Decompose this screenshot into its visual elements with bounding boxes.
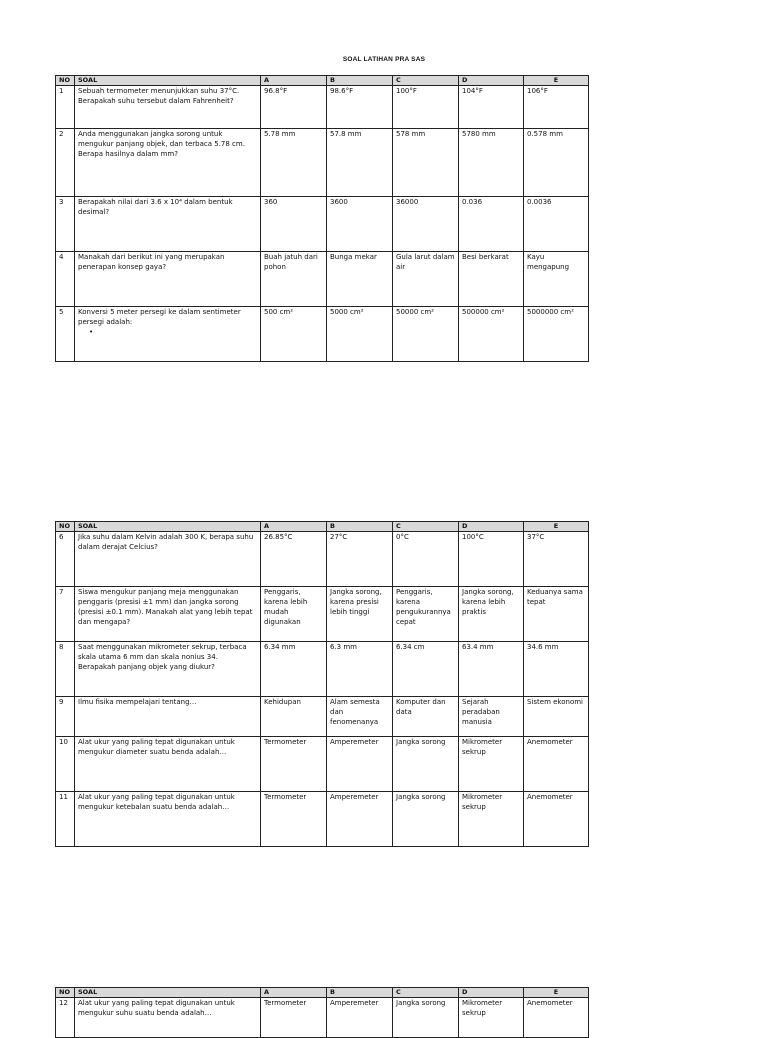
question-text: Ilmu fisika mempelajari tentang… xyxy=(75,697,261,737)
option-d: Jangka sorong, karena lebih praktis xyxy=(459,587,524,642)
question-text: Manakah dari berikut ini yang merupakan penerapan konsep gaya? xyxy=(75,252,261,307)
question-number: 12 xyxy=(56,998,75,1038)
header-c: C xyxy=(393,522,459,532)
header-e: E xyxy=(524,988,589,998)
option-b: 98.6°F xyxy=(327,86,393,129)
header-soal: SOAL xyxy=(75,76,261,86)
header-soal: SOAL xyxy=(75,988,261,998)
header-e: E xyxy=(524,76,589,86)
option-a: Kehidupan xyxy=(261,697,327,737)
option-d: Mikrometer sekrup xyxy=(459,998,524,1038)
option-e: Sistem ekonomi xyxy=(524,697,589,737)
header-c: C xyxy=(393,76,459,86)
table-row xyxy=(56,998,589,1038)
question-table-1 xyxy=(55,75,589,362)
header-soal: SOAL xyxy=(75,522,261,532)
header-c: C xyxy=(393,988,459,998)
option-c: Jangka sorong xyxy=(393,737,459,792)
question-text: Saat menggunakan mikrometer sekrup, terbaca skala utama 6 mm dan skala nonius 34. Berapakah panjang objek yang diukur? xyxy=(75,642,261,697)
question-number: 11 xyxy=(56,792,75,847)
option-a: Termometer xyxy=(261,792,327,847)
option-d: 100°C xyxy=(459,532,524,587)
option-c: 6.34 cm xyxy=(393,642,459,697)
option-c: Penggaris, karena pengukurannya cepat xyxy=(393,587,459,642)
question-number: 6 xyxy=(56,532,75,587)
option-c: Jangka sorong xyxy=(393,998,459,1038)
option-a: 5.78 mm xyxy=(261,129,327,197)
option-c: Gula larut dalam air xyxy=(393,252,459,307)
table-row xyxy=(56,792,589,847)
option-a: Buah jatuh dari pohon xyxy=(261,252,327,307)
table-row xyxy=(56,532,589,587)
question-text: Berapakah nilai dari 3.6 x 10⁴ dalam bentuk desimal? xyxy=(75,197,261,252)
option-b: Bunga mekar xyxy=(327,252,393,307)
option-d: Besi berkarat xyxy=(459,252,524,307)
question-number: 5 xyxy=(56,307,75,362)
header-e: E xyxy=(524,522,589,532)
table-row xyxy=(56,129,589,197)
table-row xyxy=(56,307,589,362)
option-b: Amperemeter xyxy=(327,737,393,792)
question-number: 4 xyxy=(56,252,75,307)
option-b: Alam semesta dan fenomenanya xyxy=(327,697,393,737)
question-number: 8 xyxy=(56,642,75,697)
option-b: Amperemeter xyxy=(327,792,393,847)
option-a: Termometer xyxy=(261,998,327,1038)
header-d: D xyxy=(459,988,524,998)
option-c: 36000 xyxy=(393,197,459,252)
question-text: Alat ukur yang paling tepat digunakan untuk mengukur suhu suatu benda adalah… xyxy=(75,998,261,1038)
table-row xyxy=(56,587,589,642)
option-d: 0.036 xyxy=(459,197,524,252)
question-number: 3 xyxy=(56,197,75,252)
table-row xyxy=(56,642,589,697)
option-b: Amperemeter xyxy=(327,998,393,1038)
table-header xyxy=(56,522,589,532)
question-number: 10 xyxy=(56,737,75,792)
header-no: NO xyxy=(56,76,75,86)
option-e: 5000000 cm² xyxy=(524,307,589,362)
header-b: B xyxy=(327,522,393,532)
table-row xyxy=(56,737,589,792)
table-row xyxy=(56,697,589,737)
header-d: D xyxy=(459,76,524,86)
question-text: Jika suhu dalam Kelvin adalah 300 K, berapa suhu dalam derajat Celcius? xyxy=(75,532,261,587)
option-c: 50000 cm² xyxy=(393,307,459,362)
question-text: Alat ukur yang paling tepat digunakan untuk mengukur diameter suatu benda adalah… xyxy=(75,737,261,792)
document-title: SOAL LATIHAN PRA SAS xyxy=(342,56,426,63)
question-text-cell xyxy=(75,307,261,362)
question-text: Siswa mengukur panjang meja menggunakan penggaris (presisi ±1 mm) dan jangka sorong (presisi ±0.1 mm). Manakah alat yang lebih tepat dan mengapa? xyxy=(75,587,261,642)
table-header xyxy=(56,76,589,86)
option-e: 37°C xyxy=(524,532,589,587)
option-c: Komputer dan data xyxy=(393,697,459,737)
option-d: Mikrometer sekrup xyxy=(459,792,524,847)
header-a: A xyxy=(261,988,327,998)
option-d: 63.4 mm xyxy=(459,642,524,697)
header-b: B xyxy=(327,988,393,998)
option-a: 96.8°F xyxy=(261,86,327,129)
option-e: 0.578 mm xyxy=(524,129,589,197)
option-c: Jangka sorong xyxy=(393,792,459,847)
option-a: 500 cm² xyxy=(261,307,327,362)
option-b: 3600 xyxy=(327,197,393,252)
option-c: 578 mm xyxy=(393,129,459,197)
question-number: 9 xyxy=(56,697,75,737)
table-row xyxy=(56,252,589,307)
question-number: 2 xyxy=(56,129,75,197)
option-a: 360 xyxy=(261,197,327,252)
option-e: Kayu mengapung xyxy=(524,252,589,307)
question-number: 1 xyxy=(56,86,75,129)
table-row xyxy=(56,86,589,129)
option-d: 500000 cm² xyxy=(459,307,524,362)
option-b: 5000 cm² xyxy=(327,307,393,362)
option-e: Anemometer xyxy=(524,737,589,792)
header-a: A xyxy=(261,522,327,532)
option-e: Anemometer xyxy=(524,792,589,847)
question-text: Konversi 5 meter persegi ke dalam sentimeter persegi adalah: xyxy=(78,308,241,326)
table-header xyxy=(56,988,589,998)
option-e: 0.0036 xyxy=(524,197,589,252)
option-e: Keduanya sama tepat xyxy=(524,587,589,642)
option-a: Penggaris, karena lebih mudah digunakan xyxy=(261,587,327,642)
question-number: 7 xyxy=(56,587,75,642)
question-text: Sebuah termometer menunjukkan suhu 37°C. Berapakah suhu tersebut dalam Fahrenheit? xyxy=(75,86,261,129)
option-d: Sejarah peradaban manusia xyxy=(459,697,524,737)
header-no: NO xyxy=(56,522,75,532)
header-d: D xyxy=(459,522,524,532)
option-e: Anemometer xyxy=(524,998,589,1038)
option-b: 27°C xyxy=(327,532,393,587)
option-d: 5780 mm xyxy=(459,129,524,197)
option-a: Termometer xyxy=(261,737,327,792)
option-e: 34.6 mm xyxy=(524,642,589,697)
option-b: Jangka sorong, karena presisi lebih tinggi xyxy=(327,587,393,642)
option-e: 106°F xyxy=(524,86,589,129)
header-a: A xyxy=(261,76,327,86)
option-a: 6.34 mm xyxy=(261,642,327,697)
header-b: B xyxy=(327,76,393,86)
question-table-2 xyxy=(55,521,589,847)
table-row xyxy=(56,197,589,252)
option-b: 6.3 mm xyxy=(327,642,393,697)
header-no: NO xyxy=(56,988,75,998)
question-text: Alat ukur yang paling tepat digunakan untuk mengukur ketebalan suatu benda adalah… xyxy=(75,792,261,847)
option-d: 104°F xyxy=(459,86,524,129)
option-b: 57.8 mm xyxy=(327,129,393,197)
option-c: 0°C xyxy=(393,532,459,587)
bullet-point: • xyxy=(89,328,94,336)
option-d: Mikrometer sekrup xyxy=(459,737,524,792)
question-text: Anda menggunakan jangka sorong untuk mengukur panjang objek, dan terbaca 5.78 cm. Berapa hasilnya dalam mm? xyxy=(75,129,261,197)
option-a: 26.85°C xyxy=(261,532,327,587)
question-table-3 xyxy=(55,987,589,1038)
option-c: 100°F xyxy=(393,86,459,129)
